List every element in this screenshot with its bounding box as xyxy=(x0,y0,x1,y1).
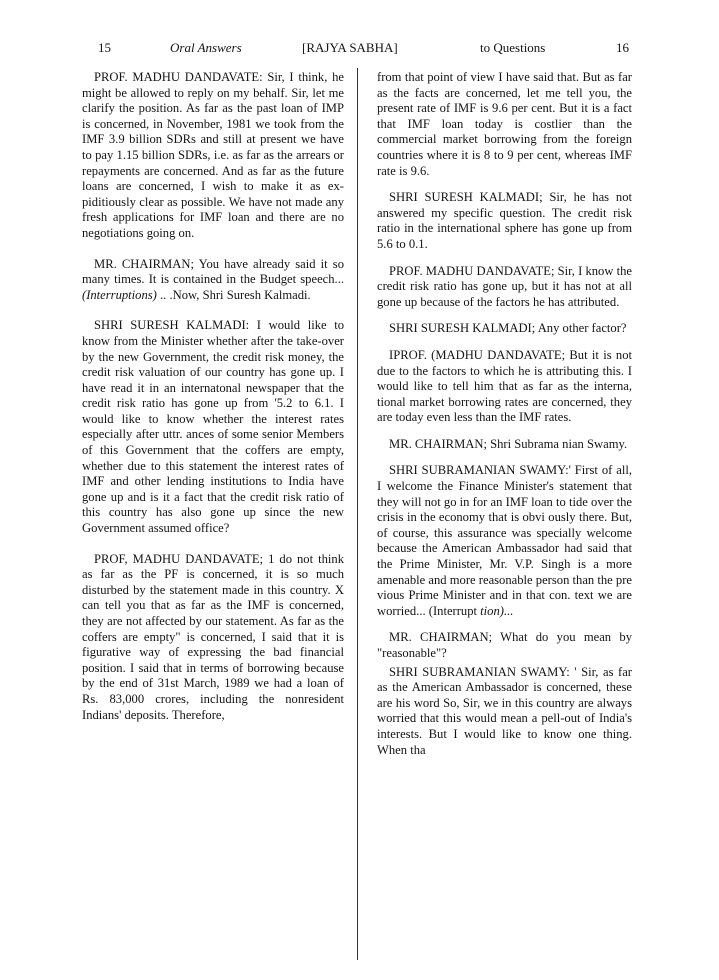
subsection-title: to Questions xyxy=(480,40,546,55)
paragraph-text: SHRI SURESH KALMADI: I would like to know from the Minister whether after the take-over by the new Government, the credit risk money, the credit risk valuation of our country has gone up. I have read it in an internatonal newspaper that the credit risk ratio has gone up from '5.2 to 6.1. I would like to know whether the interest rates especially after uttr. ances of some senior Members of this Government that the coffers are empty, whether due to this statement the interest rates of IMF and other lending institutions to India have gone up and is it a fact that the credit risk ratio of this country has also gone up since the new Government assumed office? xyxy=(82,318,344,536)
italic-text: (Interruptions) xyxy=(82,287,157,302)
page-number-right: 16 xyxy=(616,40,629,55)
paragraph xyxy=(82,318,344,536)
paragraph-text: PROF. MADHU DANDAVATE; Sir, I know the credit risk ratio has gone up, but it has not at all gone up because of the factors he has attributed. xyxy=(377,263,632,309)
paragraph-text: SHRI SURESH KALMADI; Any other factor? xyxy=(389,321,627,336)
paragraph xyxy=(377,321,632,337)
page-number-left: 15 xyxy=(98,40,111,55)
paragraph-text: from that point of view I have said that. But as far as the facts are concerned, let me tell you, the present rate of IMF is 9.6 per cent. But it is a fact that IMF loan today is costlier than the commercial market borrowing from the foreign countries where it is 8 to 9 per cent, whereas IMF rate is 9.6. xyxy=(377,70,632,178)
column-divider xyxy=(357,68,358,960)
paragraph-text: PROF, MADHU DANDAVATE; 1 do not think as far as the PF is concerned, it is so much disturbed by the statement made in this country. X can tell you that as far as the IMF is concerned, they are not affected by our statement. As far as the coffers are empty" is concerned, I said that it is figurative way of expressing the bad financial position. I said that in terms of borrowing because by the end of 31st March, 1989 we had a loan of Rs. 83,000 crores, including the nonresident Indians' deposits. Therefore, xyxy=(82,551,344,722)
left-column xyxy=(82,70,344,738)
paragraph xyxy=(82,552,344,724)
paragraph-text: MR. CHAIRMAN; Shri Subrama nian Swamy. xyxy=(389,436,628,451)
paragraph xyxy=(377,463,632,619)
paragraph xyxy=(377,190,632,252)
paragraph xyxy=(82,70,344,242)
paragraph xyxy=(377,665,632,759)
paragraph xyxy=(377,70,632,179)
paragraph-text: SHRI SUBRAMANIAN SWAMY: ' Sir, as far as the American Ambassador is concerned, these are his word So, Sir, we in this country are always worried that this would mean a pell-out of India's interests. But I would like to know one thing. When tha xyxy=(377,664,632,757)
paragraph-text: MR. CHAIRMAN; You have already said it so many times. It is contained in the Budget speech... xyxy=(82,256,344,287)
paragraph-text: .. .Now, Shri Suresh Kalmadi. xyxy=(156,287,311,302)
paragraph xyxy=(377,630,632,661)
paragraph-text: IPROF. (MADHU DANDAVATE; But it is not due to the factors to which he is attributing this. I would like to tell him that as far as the interna, tional market borrowing rates are concerned, they are today even less than the IMF rates. xyxy=(377,347,632,425)
paragraph xyxy=(377,437,632,453)
paragraph xyxy=(377,264,632,311)
paragraph-text: PROF. MADHU DANDAVATE: Sir, I think, he might be allowed to reply on my behalf. Sir, let me clarify the position. As far as the past loan of IMP is concerned, in November, 1981 we took from the IMF 3.9 billion SDRs and still at present we have to pay 1.15 billion SDRs, i.e. as far as the arrears or repayments are concerned. And as far as the future loans are concerned, I wish to make it as ex-piditiously clear as possible. We have not made any fresh applications for IMF loan and there are no negotiations going on. xyxy=(82,70,344,240)
paragraph xyxy=(377,348,632,426)
paragraph xyxy=(82,257,344,304)
paragraph-text: SHRI SURESH KALMADI; Sir, he has not answered my specific question. The credit risk ratio in the international sphere has gone up from 5.6 to 0.1. xyxy=(377,190,632,251)
paragraph-text: MR. CHAIRMAN; What do you mean by "reasonable"? xyxy=(377,630,632,660)
italic-text: tion)... xyxy=(480,603,514,618)
page-header xyxy=(0,40,719,58)
paragraph-text: SHRI SUBRAMANIAN SWAMY:' First of all, I welcome the Finance Minister's statement that they will not go in for an IMF loan to tide over the crisis in the economy that is obvi ously there. But, of course, this assurance was specially welcome because the American Ambassador had said that the Prime Minister, Mr. V.P. Singh is a more amenable and more reasonable person than the pre vious Prime Minister and in that con. text we are worried... (Interrupt xyxy=(377,463,632,618)
house-title: [RAJYA SABHA] xyxy=(302,40,398,55)
right-column xyxy=(377,70,632,769)
section-title: Oral Answers xyxy=(170,40,242,55)
